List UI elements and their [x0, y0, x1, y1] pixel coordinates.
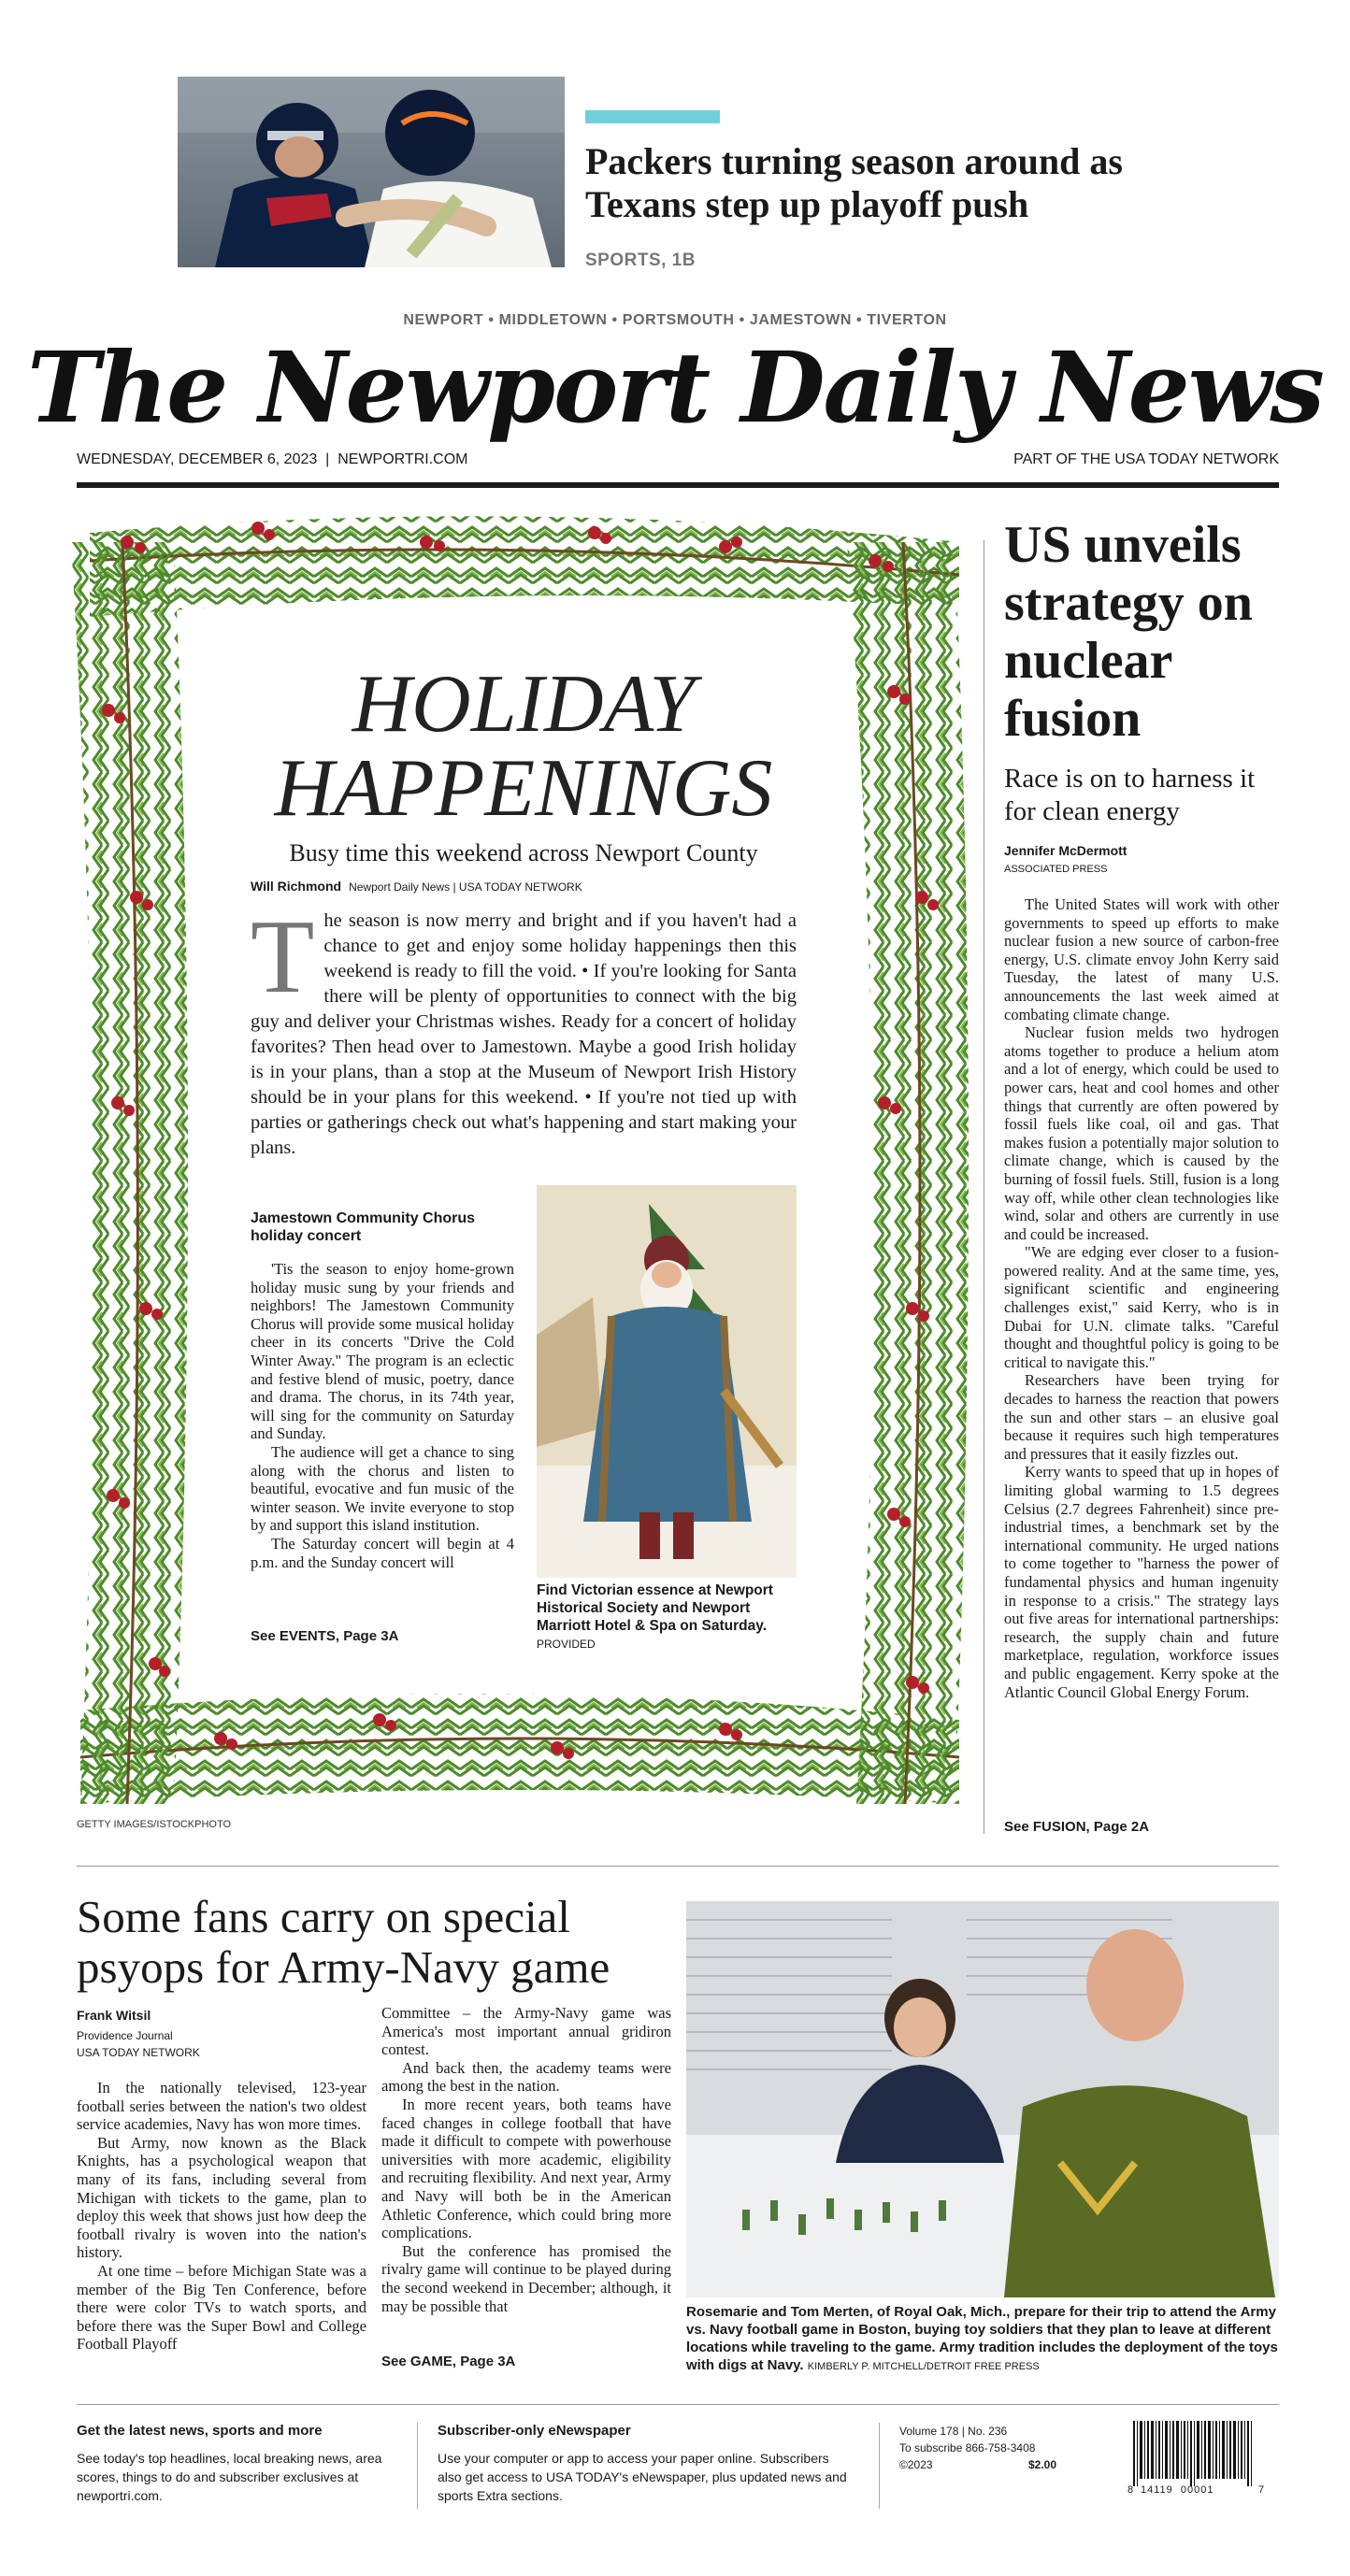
footer-subscribe: To subscribe 866-758-3408	[899, 2441, 1036, 2454]
holiday-intro	[251, 899, 797, 1161]
barcode-icon	[1127, 2421, 1268, 2486]
fusion-see-more[interactable]: See FUSION, Page 2A	[1004, 1819, 1150, 1835]
army-navy-col1	[77, 2079, 366, 2354]
footer-volume: Volume 178 | No. 236	[899, 2425, 1008, 2438]
army-navy-paragraph: But the conference has promised the rivalry game will continue to be played during the second weekend in December; although, it may be possible that	[381, 2241, 671, 2315]
fusion-body	[1004, 895, 1279, 1701]
santa-photo[interactable]	[537, 1185, 797, 1578]
army-navy-paragraph: Committee – the Army-Navy game was America's most important annual gridiron contest.	[381, 2004, 671, 2059]
fusion-author-org: ASSOCIATED PRESS	[1004, 864, 1108, 875]
army-navy-caption	[686, 2303, 1279, 2376]
footer-divider-1	[417, 2423, 418, 2509]
fusion-headline[interactable]: US unveils strategy on nuclear fusion	[1004, 516, 1253, 748]
santa-caption	[537, 1581, 808, 1653]
footer-price: $2.00	[1028, 2458, 1057, 2471]
holiday-subhead: Busy time this weekend across Newport County	[289, 839, 758, 866]
army-navy-paragraph: At one time – before Michigan State was a member of the Big Ten Conference, before there were color TVs to watch sports, and before there was the Super Bowl and College Football Playoff	[77, 2261, 366, 2354]
holiday-author-org: Newport Daily News | USA TODAY NETWORK	[349, 880, 582, 894]
holiday-paragraph: The audience will get a chance to sing along with the chorus and listen to beautiful, evocative and fun music of the winter season. We invite everyone to stop by and support this island institution.	[251, 1442, 514, 1535]
teaser-section[interactable]: SPORTS, 1B	[585, 250, 696, 270]
holiday-headline-line1[interactable]: HOLIDAY	[352, 659, 696, 750]
couple-with-toy-soldiers-photo	[686, 1901, 1279, 2297]
holiday-body	[251, 1260, 514, 1571]
army-navy-photo[interactable]	[686, 1901, 1279, 2297]
masthead-towns: NEWPORT • MIDDLETOWN • PORTSMOUTH • JAMESTOWN • TIVERTON	[403, 312, 947, 328]
footer-promo2-text: Use your computer or app to access your paper online. Subscribers also get access to USA TODAY's eNewspaper, plus updated news and sports Extra sections.	[438, 2451, 847, 2503]
victorian-santa-illustration	[537, 1185, 797, 1578]
section-rule	[77, 1866, 1279, 1867]
fusion-paragraph: "We are edging ever closer to a fusion-powered reality. And at the same time, yes, significant scientific and engineering challenges exist," said Kerry, who is in Dubai for U.N. climate talks. "Careful thought and thoughtful policy is going to be critical to navigate this."	[1004, 1243, 1279, 1371]
holiday-paragraph: The Saturday concert will begin at 4 p.m. and the Sunday concert will	[251, 1534, 514, 1571]
footer-promo2-title[interactable]: Subscriber-only eNewspaper	[438, 2423, 631, 2439]
santa-caption-text: Find Victorian essence at Newport Historical Society and Newport Marriott Hotel & Spa on Saturday.	[537, 1582, 773, 1634]
army-navy-paragraph: In the nationally televised, 123-year football series between the nation's two oldest service academies, Navy has won more times.	[77, 2079, 366, 2134]
wreath-credit: GETTY IMAGES/ISTOCKPHOTO	[77, 1819, 232, 1830]
army-navy-caption-text: Rosemarie and Tom Merten, of Royal Oak, Mich., prepare for their trip to attend the Army vs. Navy football game in Boston, buying toy soldiers that they plan to leave at different locations while traveling to the game. Army tradition includes the deployment of the toys with digs at Navy.	[686, 2304, 1278, 2373]
holiday-section-head: Jamestown Community Chorus holiday concert	[251, 1210, 476, 1244]
barcode-middle-digits: 14119 00001	[1141, 2484, 1214, 2496]
army-navy-author-org2: USA TODAY NETWORK	[77, 2046, 200, 2059]
masthead-dateline: WEDNESDAY, DECEMBER 6, 2023 | NEWPORTRI.COM	[77, 451, 468, 467]
army-navy-col2	[381, 2004, 671, 2315]
footer-rule	[77, 2404, 1279, 2405]
barcode	[1127, 2421, 1268, 2501]
teaser-headline[interactable]: Packers turning season around as Texans step up playoff push	[585, 140, 1123, 225]
army-navy-author: Frank Witsil	[77, 2008, 151, 2023]
army-navy-paragraph: And back then, the academy teams were among the best in the nation.	[381, 2058, 671, 2096]
masthead-rule	[77, 482, 1279, 488]
holiday-dropcap: T	[251, 899, 315, 1015]
teaser-accent-bar	[585, 110, 720, 123]
santa-caption-credit: PROVIDED	[537, 1638, 596, 1651]
holiday-paragraph: 'Tis the season to enjoy home-grown holiday music sung by your friends and neighbors! The Jamestown Community Chorus will provide some musical holiday cheer in its concerts "Drive the Cold Winter Away." The program is an eclectic and festive blend of music, poetry, dance and drama. The chorus, in its 74th year, will sing for the community on Saturday and Sunday.	[251, 1260, 514, 1443]
fusion-paragraph: Nuclear fusion melds two hydrogen atoms together to produce a helium atom and a lot of energy, which could be used to power cars, heat and cool homes and other things that currently are often powered by fossil fuels like coal, oil and gas. That makes fusion a potentially major solution to climate change, which is caused by the burning of fossil fuels. Still, fusion is a long way off, while other clean technologies like wind, solar and others are currently in use and could be increased.	[1004, 1023, 1279, 1243]
holiday-intro-text: he season is now merry and bright and if you haven't had a chance to get and enjoy some holiday happenings then this weekend is ready to fill the void. • If you're looking for Santa there will be plenty of opportunities to connect with the big guy and deliver your Christmas wishes. Ready for a concert of holiday favorites? Then head over to Jamestown. Maybe a good Irish holiday is in your plans, than a stop at the Museum of Newport Irish History should be in your plans for this weekend. • If you're not tied up with parties or gatherings check out what's happening and start making your plans.	[251, 910, 797, 1158]
teaser-photo[interactable]	[178, 77, 565, 267]
footer-divider-2	[879, 2423, 880, 2509]
barcode-right-digit: 7	[1258, 2484, 1265, 2496]
army-navy-caption-credit: KIMBERLY P. MITCHELL/DETROIT FREE PRESS	[807, 2361, 1040, 2372]
army-navy-paragraph: In more recent years, both teams have faced changes in college football that have made it difficult to compete with powerhouse universities with more academic, eligibility and recruiting flexibility. And next year, Army and Navy will both be in the American Athletic Conference, which could bring more complications.	[381, 2095, 671, 2242]
army-navy-see-more[interactable]: See GAME, Page 3A	[381, 2354, 516, 2369]
army-navy-author-org1: Providence Journal	[77, 2029, 173, 2042]
army-navy-paragraph: But Army, now known as the Black Knights, has a psychological weapon that many of its fans, including several from Michigan with tickets to the game, plan to deploy this week that shows just how deep the football rivalry is woven into the nation's history.	[77, 2133, 366, 2262]
army-navy-headline[interactable]: Some fans carry on special psyops for Army-Navy game	[77, 1891, 610, 1993]
fusion-paragraph: Kerry wants to speed that up in hopes of limiting global warming to 1.5 degrees Celsius (2.7 degrees Fahrenheit) since pre-industrial times, a benchmark set by the international community. He urged nations to come together to "harness the power of fundamental physics and human ingenuity in response to a crisis." The strategy lays out five areas for international partnerships: research, the supply chain and future marketplace, regulation, workforce issues and public engagement. Kerry spoke at the Atlantic Council Global Energy Forum.	[1004, 1463, 1279, 1701]
fusion-paragraph: Researchers have been trying for decades to harness the reaction that powers the sun and other stars – an elusive goal because it requires such high temperatures and pressures that it easily fizzles out.	[1004, 1371, 1279, 1463]
masthead-network: PART OF THE USA TODAY NETWORK	[1013, 451, 1279, 467]
footer-promo1-text: See today's top headlines, local breaking news, area scores, things to do and subscriber exclusives at newportri.com.	[77, 2451, 382, 2503]
fusion-paragraph: The United States will work with other governments to speed up efforts to make nuclear fusion a new source of carbon-free energy, U.S. climate envoy John Kerry said Tuesday, the latest of many U.S. announcements the last week aimed at combating climate change.	[1004, 895, 1279, 1023]
football-players-illustration	[178, 77, 565, 267]
holiday-author: Will Richmond	[251, 879, 342, 894]
footer-copyright: ©2023	[899, 2458, 933, 2471]
holiday-see-more[interactable]: See EVENTS, Page 3A	[251, 1628, 399, 1644]
holiday-headline-line2[interactable]: HAPPENINGS	[274, 743, 773, 834]
footer-promo1-title[interactable]: Get the latest news, sports and more	[77, 2423, 323, 2439]
masthead-title: The Newport Daily News	[27, 330, 1323, 445]
fusion-author: Jennifer McDermott	[1004, 843, 1127, 858]
barcode-left-digit: 8	[1127, 2484, 1134, 2496]
holiday-byline	[251, 879, 905, 895]
fusion-subhead: Race is on to harness it for clean energy	[1004, 764, 1256, 826]
